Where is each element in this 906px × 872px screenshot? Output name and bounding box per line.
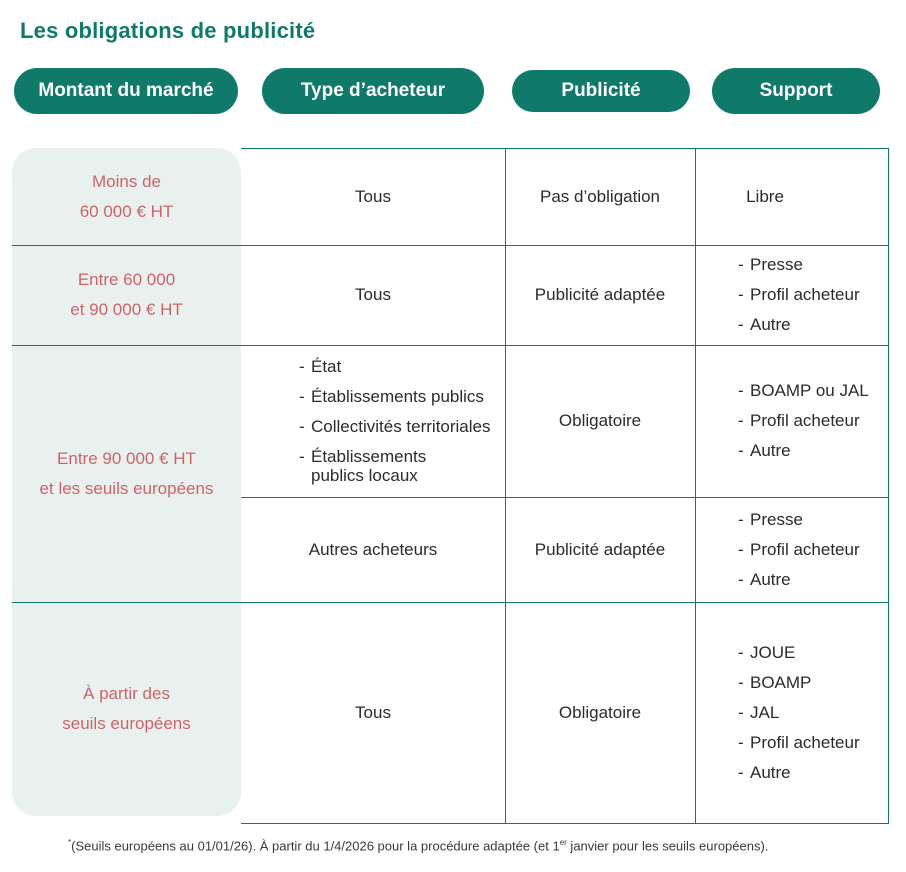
amount-row-4 <box>12 602 241 816</box>
amount-row-1 <box>12 148 241 245</box>
support-list <box>738 345 883 497</box>
list-item: - Autre <box>738 441 791 460</box>
amount-line: 60 000 € HT <box>79 201 174 221</box>
list-item: - Établissements publics <box>299 386 484 406</box>
list-item: - Autre <box>738 569 791 589</box>
footnote <box>68 838 768 853</box>
footnote-mark: * <box>68 838 72 847</box>
amount-line: Entre 90 000 € HT <box>57 448 196 468</box>
support-text: Libre <box>746 186 784 206</box>
publicite-text: Obligatoire <box>558 411 642 430</box>
amount-line: et les seuils européens <box>39 478 214 498</box>
amount-line: seuils européens <box>62 714 191 733</box>
header-publicite: Publicité <box>512 70 690 112</box>
header-montant: Montant du marché <box>14 68 238 114</box>
list-item: - JOUE <box>738 643 796 662</box>
list-item: - Autre <box>738 763 791 782</box>
cell-type <box>241 497 505 602</box>
cell-publicite <box>505 602 695 824</box>
header-support: Support <box>712 68 880 114</box>
cell-publicite <box>505 245 695 345</box>
cell-support <box>695 148 835 245</box>
list-item: - Autre <box>738 315 791 334</box>
header-type-acheteur: Type d’acheteur <box>262 68 484 114</box>
type-list <box>299 345 499 497</box>
list-item: - Profil acheteur <box>738 285 860 304</box>
cell-publicite <box>505 148 695 245</box>
list-item: - Profil acheteur <box>738 539 860 559</box>
list-item: - Collectivités territoriales <box>299 416 491 436</box>
cell-type <box>241 245 505 345</box>
cell-type <box>241 602 505 824</box>
footnote-text-end: janvier pour les seuils européens). <box>566 838 769 854</box>
publicite-text: Publicité adaptée <box>534 285 666 304</box>
support-list <box>738 245 883 345</box>
type-text: Tous <box>355 285 391 304</box>
cell-publicite <box>505 497 695 602</box>
page-title: Les obligations de publicité <box>20 18 316 43</box>
amount-line: et 90 000 € HT <box>70 300 183 319</box>
type-text: Autres acheteurs <box>308 539 438 559</box>
list-item: - Presse <box>738 255 803 274</box>
grid-line <box>695 148 696 824</box>
amount-row-3 <box>12 345 241 602</box>
type-text: Tous <box>355 703 391 722</box>
type-text: Tous <box>355 186 391 206</box>
footnote-text: (Seuils européens au 01/01/26). À partir du 1/4/2026 pour la procédure adaptée (et 1 <box>71 838 560 854</box>
list-item: - Profil acheteur <box>738 411 860 430</box>
list-item: - BOAMP ou JAL <box>738 381 869 400</box>
amount-line: Entre 60 000 <box>77 270 176 289</box>
list-item: - État <box>299 356 342 376</box>
cell-publicite <box>505 345 695 497</box>
publicite-text: Publicité adaptée <box>534 539 666 559</box>
amount-line: À partir des <box>83 684 170 703</box>
cell-type <box>241 148 505 245</box>
footnote-sup: er <box>559 838 567 847</box>
list-item: - Profil acheteur <box>738 733 860 752</box>
support-list <box>738 497 883 602</box>
publicite-text: Pas d’obligation <box>539 186 661 206</box>
amount-line: Moins de <box>92 171 161 191</box>
list-item: - Établissements publics locaux <box>299 446 427 485</box>
support-list <box>738 602 883 824</box>
list-item: - JAL <box>738 703 780 722</box>
list-item: - BOAMP <box>738 673 812 692</box>
publicite-text: Obligatoire <box>558 703 642 722</box>
amount-row-2 <box>12 245 241 345</box>
list-item: - Presse <box>738 509 803 529</box>
